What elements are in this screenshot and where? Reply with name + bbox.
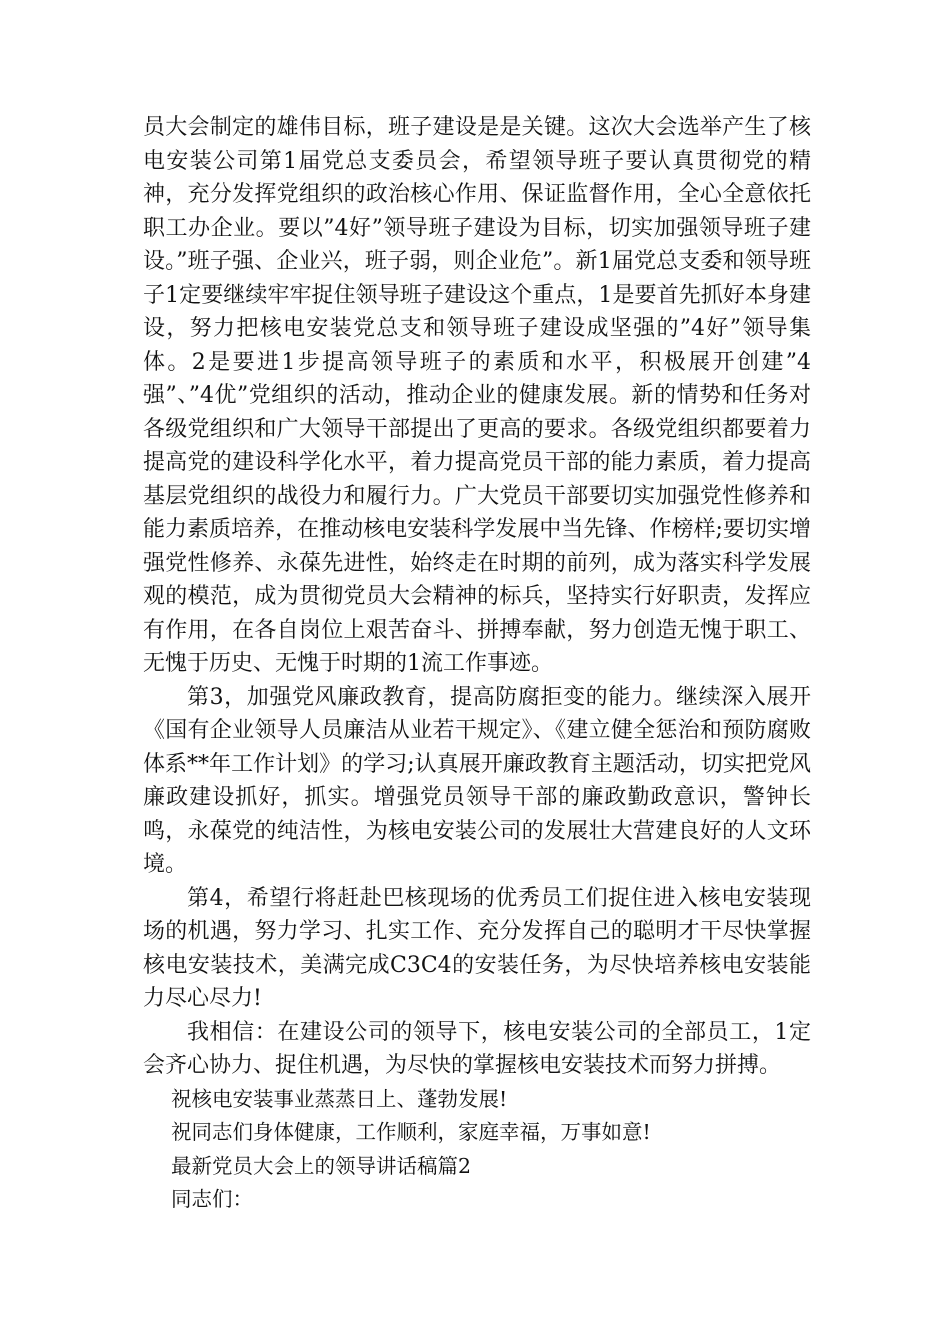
- section-heading: 最新党员大会上的领导讲话稿篇2: [171, 1153, 472, 1178]
- paragraph-2: 第3，加强党风廉政教育，提高防腐拒变的能力。继续深入展开《国有企业领导人员廉洁从业若干规定》、《建立健全惩治和预防腐败体系**年工作计划》的学习;认真展开廉政教育主题活动，切实把党风廉政建设抓好，抓实。增强党员领导干部的廉政勤政意识，警钟长鸣，永葆党的纯洁性，为核电安装公司的发展壮大营建良好的人文环境。: [143, 684, 811, 877]
- document-body: [143, 111, 811, 1217]
- paragraph-4: 我相信：在建设公司的领导下，核电安装公司的全部员工，1定会齐心协力、捉住机遇，为尽快的掌握核电安装技术而努力拼搏。: [143, 1019, 811, 1078]
- paragraph-3: 第4，希望行将赶赴巴核现场的优秀员工们捉住进入核电安装现场的机遇，努力学习、扎实工作、充分发挥自己的聪明才干尽快掌握核电安装技术，美满完成C3C4的安装任务，为尽快培养核电安装能力尽心尽力!: [143, 885, 811, 1011]
- paragraph-6: 祝同志们身体健康，工作顺利，家庭幸福，万事如意!: [171, 1120, 651, 1144]
- paragraph-5: 祝核电安装事业蒸蒸日上、蓬勃发展!: [171, 1086, 508, 1111]
- paragraph-1: 员大会制定的雄伟目标，班子建设是是关键。这次大会选举产生了核电安装公司第1届党总支委员会，希望领导班子要认真贯彻党的精神，充分发挥党组织的政治核心作用、保证监督作用，全心全意依托职工办企业。要以”4好”领导班子建设为目标，切实加强领导班子建设。”班子强、企业兴，班子弱，则企业危”。新1届党总支委和领导班子1定要继续牢牢捉住领导班子建设这个重点，1是要首先抓好本身建设，努力把核电安装党总支和领导班子建设成坚强的”4好”领导集体。2是要进1步提高领导班子的素质和水平，积极展开创建”4强”、”4优”党组织的活动，推动企业的健康发展。新的情势和任务对各级党组织和广大领导干部提出了更高的要求。各级党组织都要着力提高党的建设科学化水平，着力提高党员干部的能力素质，着力提高基层党组织的战役力和履行力。广大党员干部要切实加强党性修养和能力素质培养，在推动核电安装科学发展中当先锋、作榜样;要切实增强党性修养、永葆先进性，始终走在时期的前列，成为落实科学发展观的模范，成为贯彻党员大会精神的标兵，坚持实行好职责，发挥应有作用，在各自岗位上艰苦奋斗、拼搏奉献，努力创造无愧于职工、无愧于历史、无愧于时期的1流工作事迹。: [143, 115, 811, 676]
- salutation: 同志们：: [171, 1187, 253, 1211]
